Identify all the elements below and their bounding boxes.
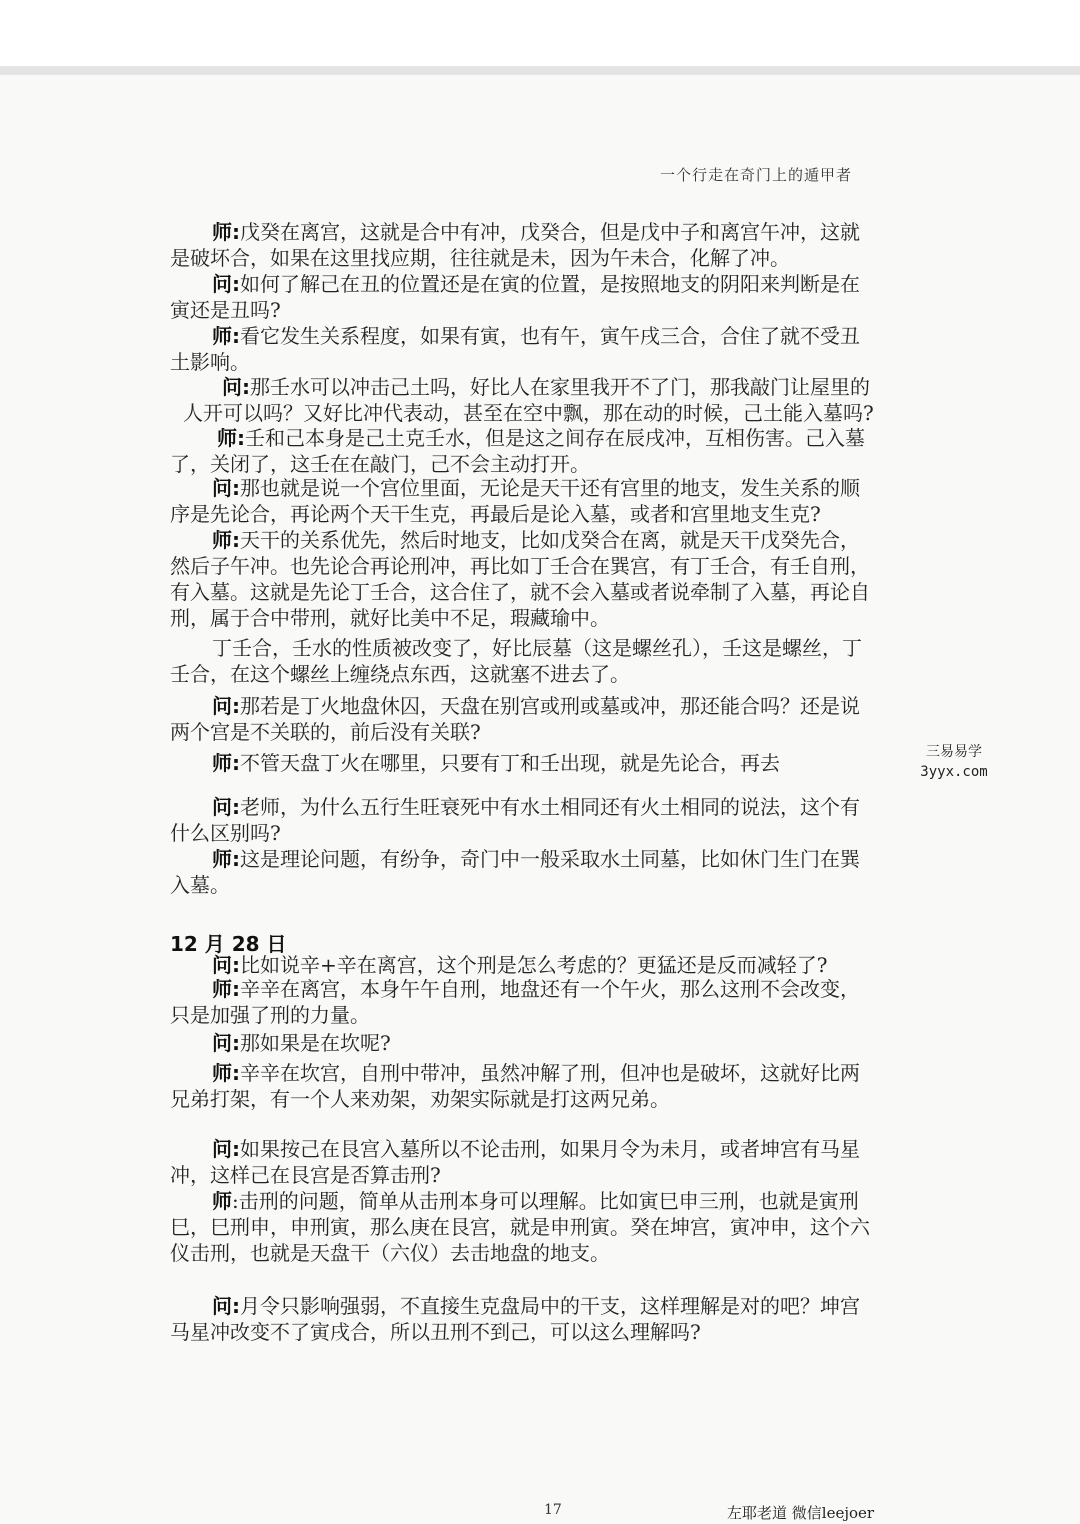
text-line: [212, 693, 860, 719]
line-text: 辛辛在离宫，本身午午自刑，地盘还有一个午火，那么这刑不会改变，: [240, 977, 860, 1001]
speaker-label: 问:: [212, 795, 240, 819]
text-line: [170, 605, 610, 631]
text-line: [170, 501, 821, 527]
line-text: 那若是丁火地盘休囚，天盘在别宫或刑或墓或冲，那还能合吗？还是说: [240, 694, 860, 718]
line-text: 两个宫是不关联的，前后没有关联?: [170, 720, 481, 744]
text-line: [212, 1188, 859, 1214]
text-line: [170, 1002, 370, 1028]
line-text: 比如说辛+辛在离宫，这个刑是怎么考虑的？更猛还是反而减轻了?: [240, 953, 828, 977]
text-line: [170, 872, 230, 898]
line-text: 不管天盘丁火在哪里，只要有丁和壬出现，就是先论合，再去: [240, 751, 780, 775]
speaker-label: 问:: [222, 375, 250, 399]
text-line: [217, 425, 865, 451]
line-text: 是破坏合，如果在这里找应期，往往就是未，因为午未合，化解了冲。: [170, 246, 790, 270]
speaker-label: 问:: [212, 1137, 240, 1161]
line-text: 入墓。: [170, 873, 230, 897]
text-line: [170, 820, 281, 846]
line-text: 辛辛在坎宫，自刑中带冲，虽然冲解了刑，但冲也是破坏，这就好比两: [240, 1061, 860, 1085]
text-line: [212, 1293, 860, 1319]
text-line: [170, 349, 250, 375]
line-text: 如何了解己在丑的位置还是在寅的位置，是按照地支的阴阳来判断是在: [240, 272, 860, 296]
text-line: [170, 1086, 670, 1112]
text-line: [170, 719, 481, 745]
line-text: 仪击刑，也就是天盘干（六仪）去击地盘的地支。: [170, 1241, 610, 1265]
line-text: 巳，巳刑申，申刑寅，那么庚在艮宫，就是申刑寅。癸在坤宫，寅冲申，这个六: [170, 1215, 870, 1239]
speaker-label: 问:: [212, 272, 240, 296]
line-text: 然后子午冲。也先论合再论刑冲，再比如丁壬合在巽宫，有丁壬合，有壬自刑，: [170, 554, 870, 578]
line-text: 那也就是说一个宫位里面，无论是天干还有宫里的地支，发生关系的顺: [240, 476, 860, 500]
text-line: [170, 579, 870, 605]
speaker-label: 师:: [212, 847, 240, 871]
speaker-label: 师:: [212, 220, 240, 244]
speaker-label: 问:: [212, 694, 240, 718]
line-text: 了，关闭了，这壬在在敲门，己不会主动打开。: [170, 452, 590, 476]
line-text: 壬合，在这个螺丝上缠绕点东西，这就塞不进去了。: [170, 662, 630, 686]
speaker-label: 问:: [212, 476, 240, 500]
speaker-label: 师:: [212, 1061, 240, 1085]
text-line: [212, 527, 860, 553]
line-text: 丁壬合，壬水的性质被改变了，好比辰墓（这是螺丝孔），壬这是螺丝，丁: [212, 636, 862, 660]
line-text: 有入墓。这就是先论丁壬合，这合住了，就不会入墓或者说牵制了入墓，再论自: [170, 580, 870, 604]
line-text: 只是加强了刑的力量。: [170, 1003, 370, 1027]
speaker-label: 问:: [212, 953, 240, 977]
text-line: [170, 1214, 870, 1240]
watermark-line-1: 三易易学: [926, 744, 982, 760]
text-line: [212, 271, 860, 297]
line-text: 刑，属于合中带刑，就好比美中不足，瑕藏瑜中。: [170, 606, 610, 630]
text-line: [212, 1030, 391, 1056]
text-line: [212, 952, 827, 978]
line-text: 看它发生关系程度，如果有寅，也有午，寅午戌三合，合住了就不受丑: [240, 324, 860, 348]
line-text: 那如果是在坎呢?: [240, 1031, 391, 1055]
text-line: [183, 400, 874, 426]
line-text: 这是理论问题，有纷争，奇门中一般采取水土同墓，比如休门生门在巽: [240, 847, 860, 871]
text-line: [212, 635, 862, 661]
speaker-label: 师:: [212, 751, 240, 775]
watermark-stamp: [918, 742, 990, 782]
text-line: [212, 219, 860, 245]
line-text: 土影响。: [170, 350, 250, 374]
text-line: [212, 1060, 860, 1086]
text-line: [170, 1240, 610, 1266]
line-text: 天干的关系优先，然后时地支，比如戊癸合在离，就是天干戊癸先合，: [240, 528, 860, 552]
speaker-label: 师:: [212, 324, 240, 348]
line-text: 什么区别吗?: [170, 821, 281, 845]
line-text: 老师，为什么五行生旺衰死中有水土相同还有火土相同的说法，这个有: [240, 795, 860, 819]
text-line: [212, 794, 860, 820]
text-line: [212, 750, 780, 776]
line-text: 兄弟打架，有一个人来劝架，劝架实际就是打这两兄弟。: [170, 1087, 670, 1111]
line-text: 马星冲改变不了寅戌合，所以丑刑不到己，可以这么理解吗?: [170, 1320, 701, 1344]
text-line: [212, 1136, 860, 1162]
line-text: 月令只影响强弱，不直接生克盘局中的干支，这样理解是对的吧？坤宫: [240, 1294, 860, 1318]
speaker-label: 问:: [212, 1294, 240, 1318]
speaker-label: 师: [212, 1189, 232, 1213]
page-number: 17: [544, 1502, 562, 1518]
line-text: 寅还是丑吗?: [170, 298, 281, 322]
running-head: 一个行走在奇门上的遁甲者: [660, 166, 853, 184]
text-line: [222, 374, 870, 400]
text-line: [170, 661, 630, 687]
watermark-line-2: 3yyx.com: [920, 764, 988, 780]
speaker-label: 师:: [217, 426, 245, 450]
line-text: 那壬水可以冲击己土吗，好比人在家里我开不了门，那我敲门让屋里的: [250, 375, 870, 399]
text-line: [212, 323, 860, 349]
footer-credit: 左耶老道 微信leejoer: [727, 1504, 875, 1522]
line-text: 戊癸在离宫，这就是合中有冲，戊癸合，但是戊中子和离宫午冲，这就: [240, 220, 860, 244]
text-line: [170, 1162, 441, 1188]
line-text: 壬和己本身是己土克壬水，但是这之间存在辰戌冲，互相伤害。己入墓: [245, 426, 865, 450]
text-line: [212, 976, 860, 1002]
text-line: [170, 297, 281, 323]
text-line: [212, 475, 860, 501]
text-line: [212, 846, 860, 872]
date-heading: 12 月 28 日: [170, 932, 287, 956]
line-text: 冲，这样己在艮宫是否算击刑?: [170, 1163, 441, 1187]
line-text: 序是先论合，再论两个天干生克，再最后是论入墓，或者和宫里地支生克?: [170, 502, 821, 526]
line-text: 人开可以吗？又好比冲代表动，甚至在空中飘，那在动的时候，己土能入墓吗?: [183, 401, 874, 425]
text-line: [170, 245, 790, 271]
text-line: [170, 451, 590, 477]
text-line: [170, 1319, 701, 1345]
speaker-label: 师:: [212, 977, 240, 1001]
line-text: 如果按己在艮宫入墓所以不论击刑，如果月令为未月，或者坤宫有马星: [240, 1137, 860, 1161]
speaker-label: 问:: [212, 1031, 240, 1055]
text-line: [170, 553, 870, 579]
speaker-label: 师:: [212, 528, 240, 552]
line-text: :击刑的问题，简单从击刑本身可以理解。比如寅巳申三刑，也就是寅刑: [232, 1189, 859, 1213]
